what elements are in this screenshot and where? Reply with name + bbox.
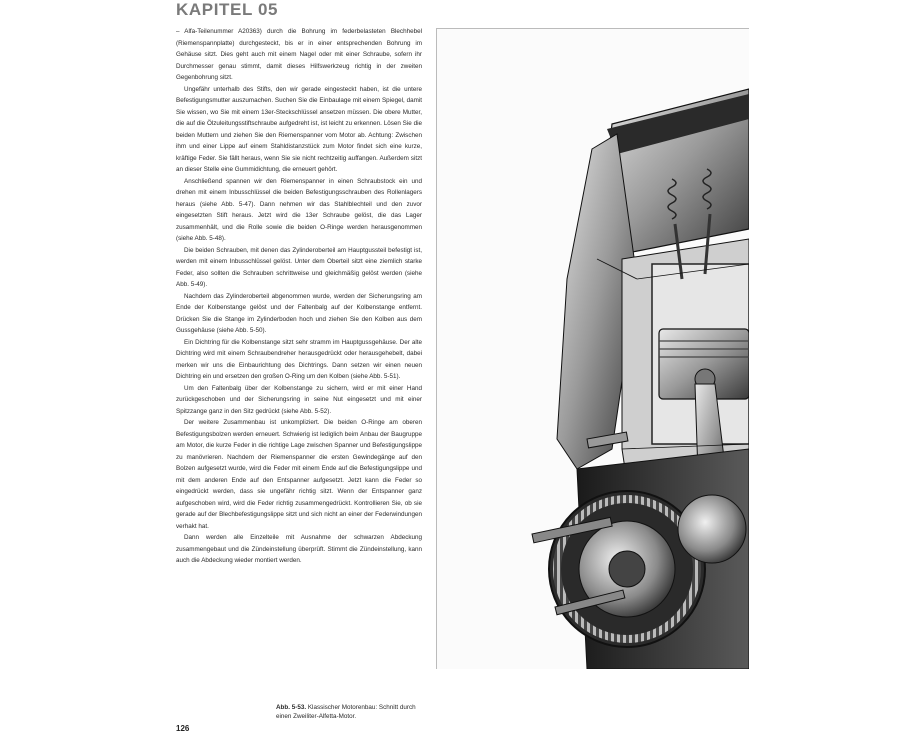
paragraph: Der weitere Zusammenbau ist unkompliziert. Die beiden O-Ringe am oberen Befestigungsbolzen werden erneuert. Schwierig ist lediglich beim Anbau der Baugruppe am Motor, die kurze Feder in die richtige Lage zwischen Spanner und Befestigungslippe zu manövrieren. Nachdem der Riemenspanner die ersten Gewindegänge auf den Bolzen aufgesetzt wurde, wird die Feder mit einem Ende auf die Befestigungslippe und mit dem anderen Ende auf den Entspanner aufgesetzt. Jetzt kann die Feder so eingedrückt werden, dass sie ungefähr richtig sitzt. Wenn der Entspanner ganz aufgeschoben wird, wird die Feder richtig zusammengedrückt. Kontrollieren Sie, ob sie gerade auf der Blechbefestigungslippe sitzt und sich nicht an einer der Federwindungen verhakt hat. (176, 419, 422, 530)
engine-cutaway-illustration (437, 29, 749, 669)
engine-cutaway-figure (436, 28, 749, 669)
paragraph: Anschließend spannen wir den Riemenspanner in einen Schraubstock ein und drehen mit einem Inbusschlüssel die beiden Befestigungsschrauben des Rollenlagers heraus (siehe Abb. 5-47). Dann nehmen wir das Stahlblechteil und den zuvor eingesetzten Stift heraus. Jetzt wird die 13er Schraube gelöst, die das Lager zusammenhält, und die Rolle sowie die beiden O-Ringe werden herausgenommen (siehe Abb. 5-48). (176, 177, 422, 242)
page-number: 126 (176, 724, 190, 733)
paragraph: Dann werden alle Einzelteile mit Ausnahme der schwarzen Abdeckung zusammengebaut und die Zündeinstellung überprüft. Stimmt die Zündeinstellung, kann auch die Abdeckung wieder montiert werden. (176, 534, 422, 564)
body-text (176, 26, 422, 567)
paragraph: Ein Dichtring für die Kolbenstange sitzt sehr stramm im Hauptgussgehäuse. Der alte Dichtring wird mit einem Schraubendreher herausgedrückt oder herausgehebelt, dabei merken wir uns die Einbaurichtung des Dichtrings. Dann setzen wir einen neuen Dichtring ein und ersetzen den großen O-Ring um den Kolben (siehe Abb. 5-51). (176, 338, 422, 380)
paragraph: Ungefähr unterhalb des Stifts, den wir gerade eingesteckt haben, ist die untere Befestigungsmutter auszumachen. Suchen Sie die Einbaulage mit einem Spiegel, damit Sie wissen, wo Sie mit einem 13er-Steckschlüssel ansetzen müssen. Die obere Mutter, die auf die Ölzuleitungsstiftschraube aufgedreht ist, ist leicht zu erkennen. Lösen Sie die beiden Muttern und ziehen Sie den Riemenspanner vom Motor ab. Achtung: Zwischen ihm und einer Lippe auf einem Stahldistanzstück zum Motor findet sich eine kurze, kräftige Feder. Sie fällt heraus, wenn Sie sie nicht rechtzeitig auffangen. Außerdem sitzt an dieser Stelle eine Gummidichtung, die erneuert gehört. (176, 85, 422, 173)
chapter-title: KAPITEL 05 (176, 0, 279, 19)
caption-text: Klassischer Motorenbau: Schnitt durch einen Zweiliter-Alfetta-Motor. (276, 704, 416, 720)
paragraph: Um den Faltenbalg über der Kolbenstange zu sichern, wird er mit einer Hand zurückgeschoben und der Sicherungsring in seine Nut eingesetzt und mit einer Spitzzange ganz in den Sitz gedrückt (siehe Abb. 5-52). (176, 384, 422, 415)
figure-caption (276, 703, 426, 721)
crank-nose (609, 551, 645, 587)
crankshaft-web (678, 495, 746, 563)
paragraph: Die beiden Schrauben, mit denen das Zylinderoberteil am Hauptgussteil befestigt ist, werden mit einem Inbusschlüssel gelöst. Unter dem Oberteil sitzt eine ziemlich starke Feder, also sollten die Schrauben schrittweise und gleichmäßig gelöst werden (siehe Abb. 5-49). (176, 246, 422, 288)
paragraph: – Alfa-Teilenummer A20363) durch die Bohrung im federbelasteten Blechhebel (Riemenspannplatte) durchgesteckt, bis er in einer entsprechenden Bohrung im Gehäuse sitzt. Dies geht auch mit einem Nagel oder mit einer Schraube, sofern ihr Durchmesser genau stimmt, damit dieses Hilfswerkzeug richtig in der zweiten Gegenbohrung sitzt. (176, 28, 422, 81)
caption-label: Abb. 5-53. (276, 704, 307, 711)
paragraph: Nachdem das Zylinderoberteil abgenommen wurde, werden der Sicherungsring am Ende der Kolbenstange gelöst und der Faltenbalg auf der Kolbenstange entfernt. Drücken Sie die Stange im Zylinderboden hoch und ziehen Sie den Kolben aus dem Gussgehäuse (siehe Abb. 5-50). (176, 292, 422, 334)
